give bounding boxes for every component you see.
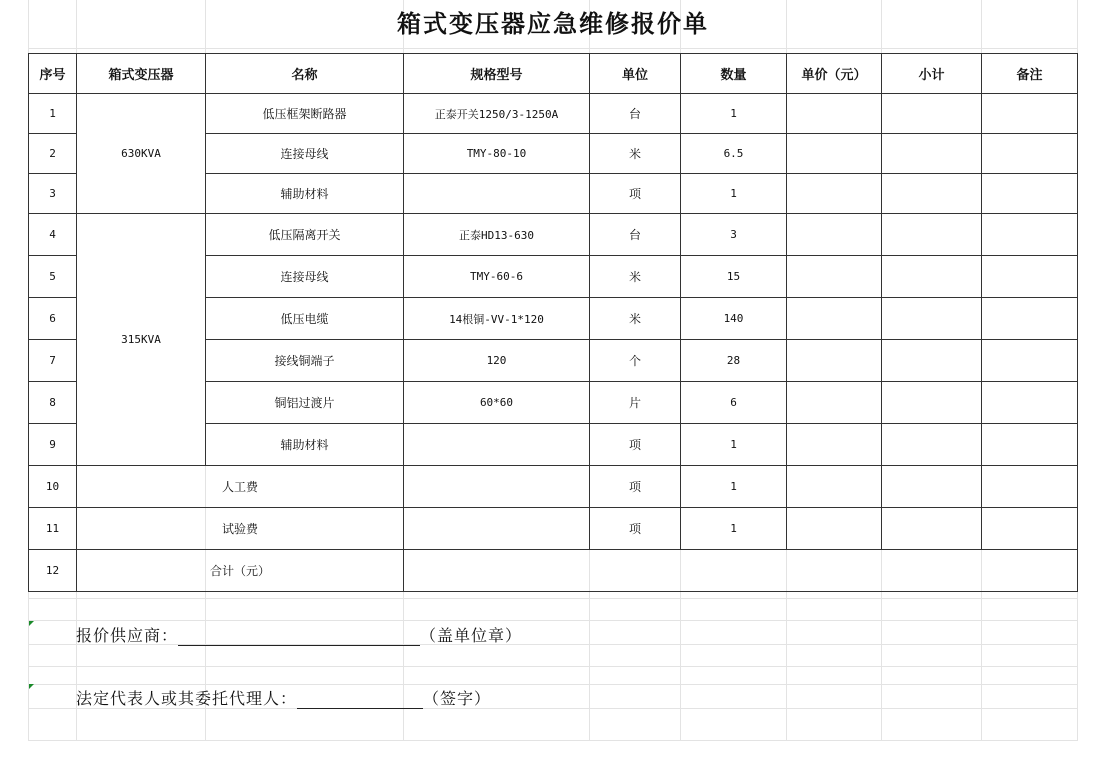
item-spec: 正泰开关1250/3-1250A bbox=[404, 94, 590, 134]
header-cell-unit: 单位 bbox=[590, 54, 681, 94]
item-name: 低压框架断路器 bbox=[206, 94, 404, 134]
item-unit: 米 bbox=[590, 134, 681, 174]
quotation-table bbox=[28, 53, 1078, 592]
representative-blank[interactable] bbox=[297, 692, 423, 709]
subtotal-cell[interactable] bbox=[882, 298, 982, 340]
item-spec: 60*60 bbox=[404, 382, 590, 424]
item-unit: 片 bbox=[590, 382, 681, 424]
row-no: 1 bbox=[29, 94, 77, 134]
item-qty: 6 bbox=[681, 382, 787, 424]
remarks-cell[interactable] bbox=[982, 174, 1078, 214]
row-no: 4 bbox=[29, 214, 77, 256]
item-unit: 项 bbox=[590, 466, 681, 508]
unit-price-cell[interactable] bbox=[787, 382, 882, 424]
table-row bbox=[29, 508, 1078, 550]
item-unit: 项 bbox=[590, 508, 681, 550]
supplier-blank[interactable] bbox=[178, 629, 420, 646]
representative-label: 法定代表人或其委托代理人： bbox=[76, 689, 298, 708]
total-row bbox=[29, 550, 1078, 592]
item-qty: 1 bbox=[681, 94, 787, 134]
table-row bbox=[29, 214, 1078, 256]
row-no: 9 bbox=[29, 424, 77, 466]
item-spec: TMY-80-10 bbox=[404, 134, 590, 174]
remarks-cell[interactable] bbox=[982, 256, 1078, 298]
cell-comment-marker bbox=[29, 621, 34, 626]
item-unit: 项 bbox=[590, 174, 681, 214]
representative-line bbox=[76, 686, 491, 709]
header-cell-name: 名称 bbox=[206, 54, 404, 94]
item-qty: 1 bbox=[681, 424, 787, 466]
item-unit: 个 bbox=[590, 340, 681, 382]
unit-price-cell[interactable] bbox=[787, 424, 882, 466]
header-cell-remarks: 备注 bbox=[982, 54, 1078, 94]
item-qty: 1 bbox=[681, 174, 787, 214]
item-qty: 15 bbox=[681, 256, 787, 298]
document-title: 箱式变压器应急维修报价单 bbox=[397, 9, 709, 38]
transformer-group-cell: 630KVA bbox=[77, 94, 206, 214]
header-cell-transformer: 箱式变压器 bbox=[77, 54, 206, 94]
item-spec bbox=[404, 174, 590, 214]
item-unit: 米 bbox=[590, 256, 681, 298]
total-amount-cell[interactable] bbox=[404, 550, 1078, 592]
header-cell-qty: 数量 bbox=[681, 54, 787, 94]
subtotal-cell[interactable] bbox=[882, 174, 982, 214]
item-spec: 正泰HD13-630 bbox=[404, 214, 590, 256]
total-label: 合计（元） bbox=[77, 550, 404, 592]
item-name: 辅助材料 bbox=[206, 174, 404, 214]
item-name: 辅助材料 bbox=[206, 424, 404, 466]
item-spec: 120 bbox=[404, 340, 590, 382]
remarks-cell[interactable] bbox=[982, 94, 1078, 134]
item-unit: 台 bbox=[590, 214, 681, 256]
subtotal-cell[interactable] bbox=[882, 256, 982, 298]
item-spec: 14根铜-VV-1*120 bbox=[404, 298, 590, 340]
subtotal-cell[interactable] bbox=[882, 134, 982, 174]
item-qty: 28 bbox=[681, 340, 787, 382]
header-cell-unit-price: 单价（元） bbox=[787, 54, 882, 94]
remarks-cell[interactable] bbox=[982, 508, 1078, 550]
unit-price-cell[interactable] bbox=[787, 256, 882, 298]
header-cell-no: 序号 bbox=[29, 54, 77, 94]
transformer-group-cell: 315KVA bbox=[77, 214, 206, 466]
item-qty: 1 bbox=[681, 466, 787, 508]
item-name: 低压隔离开关 bbox=[206, 214, 404, 256]
item-name: 连接母线 bbox=[206, 134, 404, 174]
row-no: 5 bbox=[29, 256, 77, 298]
unit-price-cell[interactable] bbox=[787, 298, 882, 340]
subtotal-cell[interactable] bbox=[882, 382, 982, 424]
remarks-cell[interactable] bbox=[982, 466, 1078, 508]
remarks-cell[interactable] bbox=[982, 382, 1078, 424]
unit-price-cell[interactable] bbox=[787, 134, 882, 174]
remarks-cell[interactable] bbox=[982, 134, 1078, 174]
header-row bbox=[29, 54, 1078, 94]
unit-price-cell[interactable] bbox=[787, 508, 882, 550]
row-no: 3 bbox=[29, 174, 77, 214]
item-unit: 项 bbox=[590, 424, 681, 466]
row-no: 11 bbox=[29, 508, 77, 550]
row-no: 8 bbox=[29, 382, 77, 424]
subtotal-cell[interactable] bbox=[882, 94, 982, 134]
unit-price-cell[interactable] bbox=[787, 214, 882, 256]
unit-price-cell[interactable] bbox=[787, 94, 882, 134]
remarks-cell[interactable] bbox=[982, 340, 1078, 382]
subtotal-cell[interactable] bbox=[882, 340, 982, 382]
item-unit: 台 bbox=[590, 94, 681, 134]
header-cell-subtotal: 小计 bbox=[882, 54, 982, 94]
remarks-cell[interactable] bbox=[982, 298, 1078, 340]
item-name: 连接母线 bbox=[206, 256, 404, 298]
supplier-line bbox=[76, 623, 522, 646]
item-qty: 1 bbox=[681, 508, 787, 550]
subtotal-cell[interactable] bbox=[882, 424, 982, 466]
item-unit: 米 bbox=[590, 298, 681, 340]
subtotal-cell[interactable] bbox=[882, 214, 982, 256]
supplier-label: 报价供应商： bbox=[76, 626, 179, 645]
item-spec bbox=[404, 424, 590, 466]
row-no: 7 bbox=[29, 340, 77, 382]
item-name: 试验费 bbox=[77, 508, 404, 550]
item-qty: 3 bbox=[681, 214, 787, 256]
subtotal-cell[interactable] bbox=[882, 466, 982, 508]
table-row bbox=[29, 466, 1078, 508]
cell-comment-marker bbox=[29, 684, 34, 689]
item-spec bbox=[404, 508, 590, 550]
unit-price-cell[interactable] bbox=[787, 466, 882, 508]
row-no: 2 bbox=[29, 134, 77, 174]
item-name: 人工费 bbox=[77, 466, 404, 508]
item-spec bbox=[404, 466, 590, 508]
subtotal-cell[interactable] bbox=[882, 508, 982, 550]
row-no: 12 bbox=[29, 550, 77, 592]
item-spec: TMY-60-6 bbox=[404, 256, 590, 298]
representative-suffix: （签字） bbox=[423, 689, 492, 708]
row-no: 10 bbox=[29, 466, 77, 508]
item-name: 低压电缆 bbox=[206, 298, 404, 340]
table-row bbox=[29, 94, 1078, 134]
remarks-cell[interactable] bbox=[982, 424, 1078, 466]
supplier-suffix: （盖单位章） bbox=[420, 626, 523, 645]
unit-price-cell[interactable] bbox=[787, 340, 882, 382]
item-qty: 140 bbox=[681, 298, 787, 340]
header-cell-spec: 规格型号 bbox=[404, 54, 590, 94]
item-name: 铜铝过渡片 bbox=[206, 382, 404, 424]
row-no: 6 bbox=[29, 298, 77, 340]
unit-price-cell[interactable] bbox=[787, 174, 882, 214]
item-name: 接线铜端子 bbox=[206, 340, 404, 382]
item-qty: 6.5 bbox=[681, 134, 787, 174]
remarks-cell[interactable] bbox=[982, 214, 1078, 256]
